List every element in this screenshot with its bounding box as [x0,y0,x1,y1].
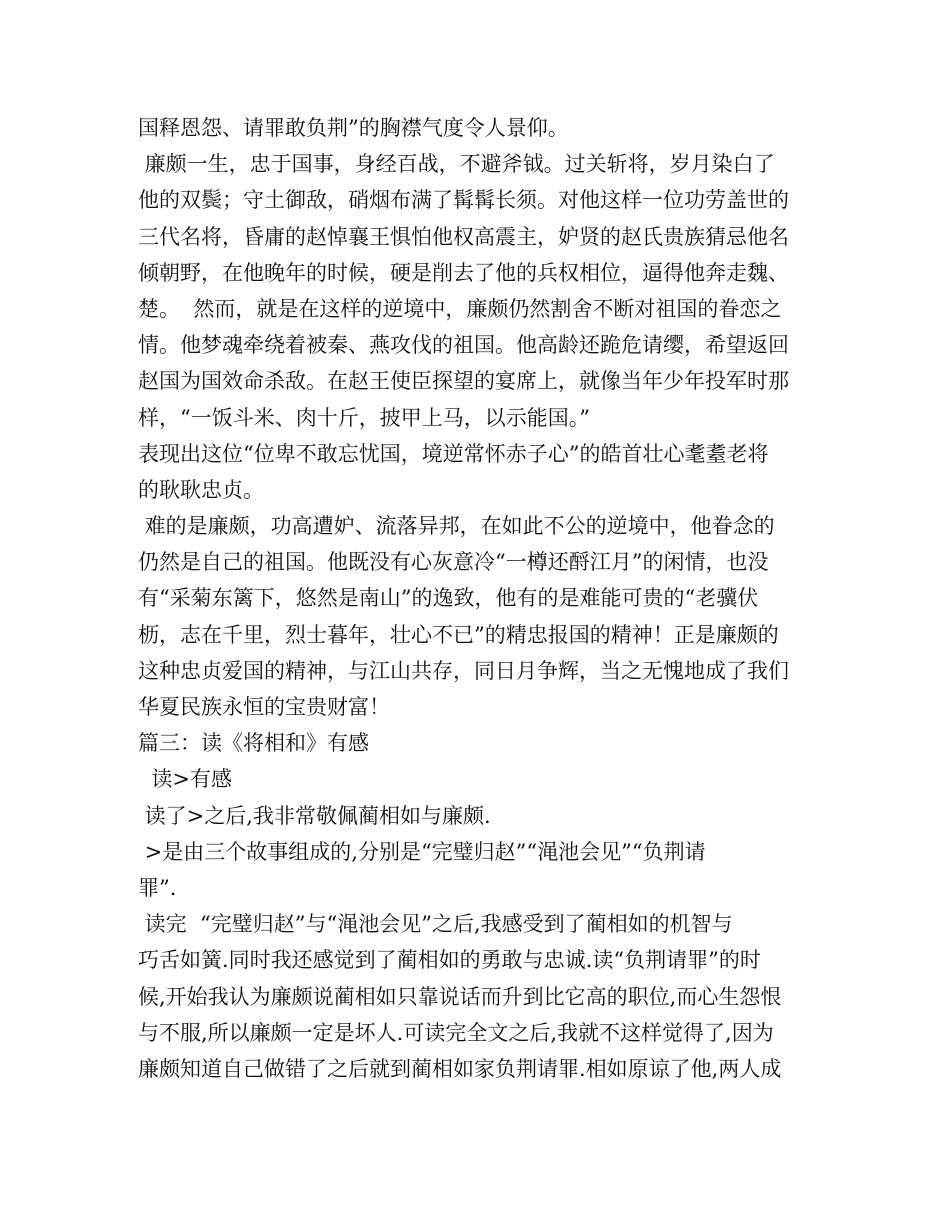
text-line: 国释恩怨、请罪敢负荆”的胸襟气度令人景仰。 [138,116,569,140]
text-line: 廉颇一生，忠于国事，身经百战，不避斧钺。过关斩将，岁月染白了 [138,152,775,177]
text-line: 三代名将，昏庸的赵悼襄王惧怕他权高震主，妒贤的赵氏贵族猜忌他名 [138,224,789,249]
text-line: 读完 “完璧归赵”与“渑池会见”之后,我感受到了蔺相如的机智与 [138,912,733,937]
section-heading: 篇三：读《将相和》有感 [138,731,369,756]
text-line: 罪”. [138,875,177,900]
text-line: 读了>之后,我非常敬佩蔺相如与廉颇. [138,803,491,828]
text-line: 表现出这位“位卑不敢忘忧国，境逆常怀赤子心”的皓首壮心耄耋老将 [138,441,769,466]
text-line: 廉颇知道自己做错了之后就到蔺相如家负荆请罪.相如原谅了他,两人成 [138,1056,782,1081]
text-line: 巧舌如簧.同时我还感觉到了蔺相如的勇敢与忠诚.读“负荆请罪”的时 [138,948,761,973]
text-line: 读>有感 [138,767,232,792]
text-line: 楚。 然而，就是在这样的逆境中，廉颇仍然割舍不断对祖国的眷恋之 [138,296,782,321]
text-line: 有“采菊东篱下，悠然是南山”的逸致，他有的是难能可贵的“老骥伏 [138,586,759,611]
text-line: 难的是廉颇，功高遭妒、流落异邦，在如此不公的逆境中，他眷念的 [138,514,775,539]
text-line: 华夏民族永恒的宝贵财富！ [138,695,390,719]
text-line: 的耿耿忠贞。 [138,477,264,502]
text-line: 枥，志在千里，烈士暮年，壮心不已”的精忠报国的精神！正是廉颇的 [138,622,779,647]
text-line: 他的双鬓；守土御敌，硝烟布满了髯髯长须。对他这样一位功劳盖世的 [138,188,789,213]
text-line: 倾朝野，在他晚年的时候，硬是削去了他的兵权相位，逼得他奔走魏、 [138,260,789,285]
text-line: 仍然是自己的祖国。他既没有心灰意冷“一樽还酹江月”的闲情，也没 [138,550,769,575]
text-line: >是由三个故事组成的,分别是“完璧归赵”“渑池会见”“负荆请 [138,839,706,864]
text-line: 样，“一饭斗米、肉十斤，披甲上马，以示能国。” [138,405,590,430]
text-line: 情。他梦魂牵绕着被秦、燕攻伐的祖国。他高龄还跪危请缨，希望返回 [138,333,789,358]
text-line: 这种忠贞爱国的精神，与江山共存，同日月争辉，当之无愧地成了我们 [138,658,789,683]
body-text [138,110,818,1087]
text-line: 与不服,所以廉颇一定是坏人.可读完全文之后,我就不这样觉得了,因为 [138,1020,774,1045]
text-line: 候,开始我认为廉颇说蔺相如只靠说话而升到比它高的职位,而心生怨恨 [138,984,782,1009]
text-line: 赵国为国效命杀敌。在赵王使臣探望的宴席上，就像当年少年投军时那 [138,369,789,394]
